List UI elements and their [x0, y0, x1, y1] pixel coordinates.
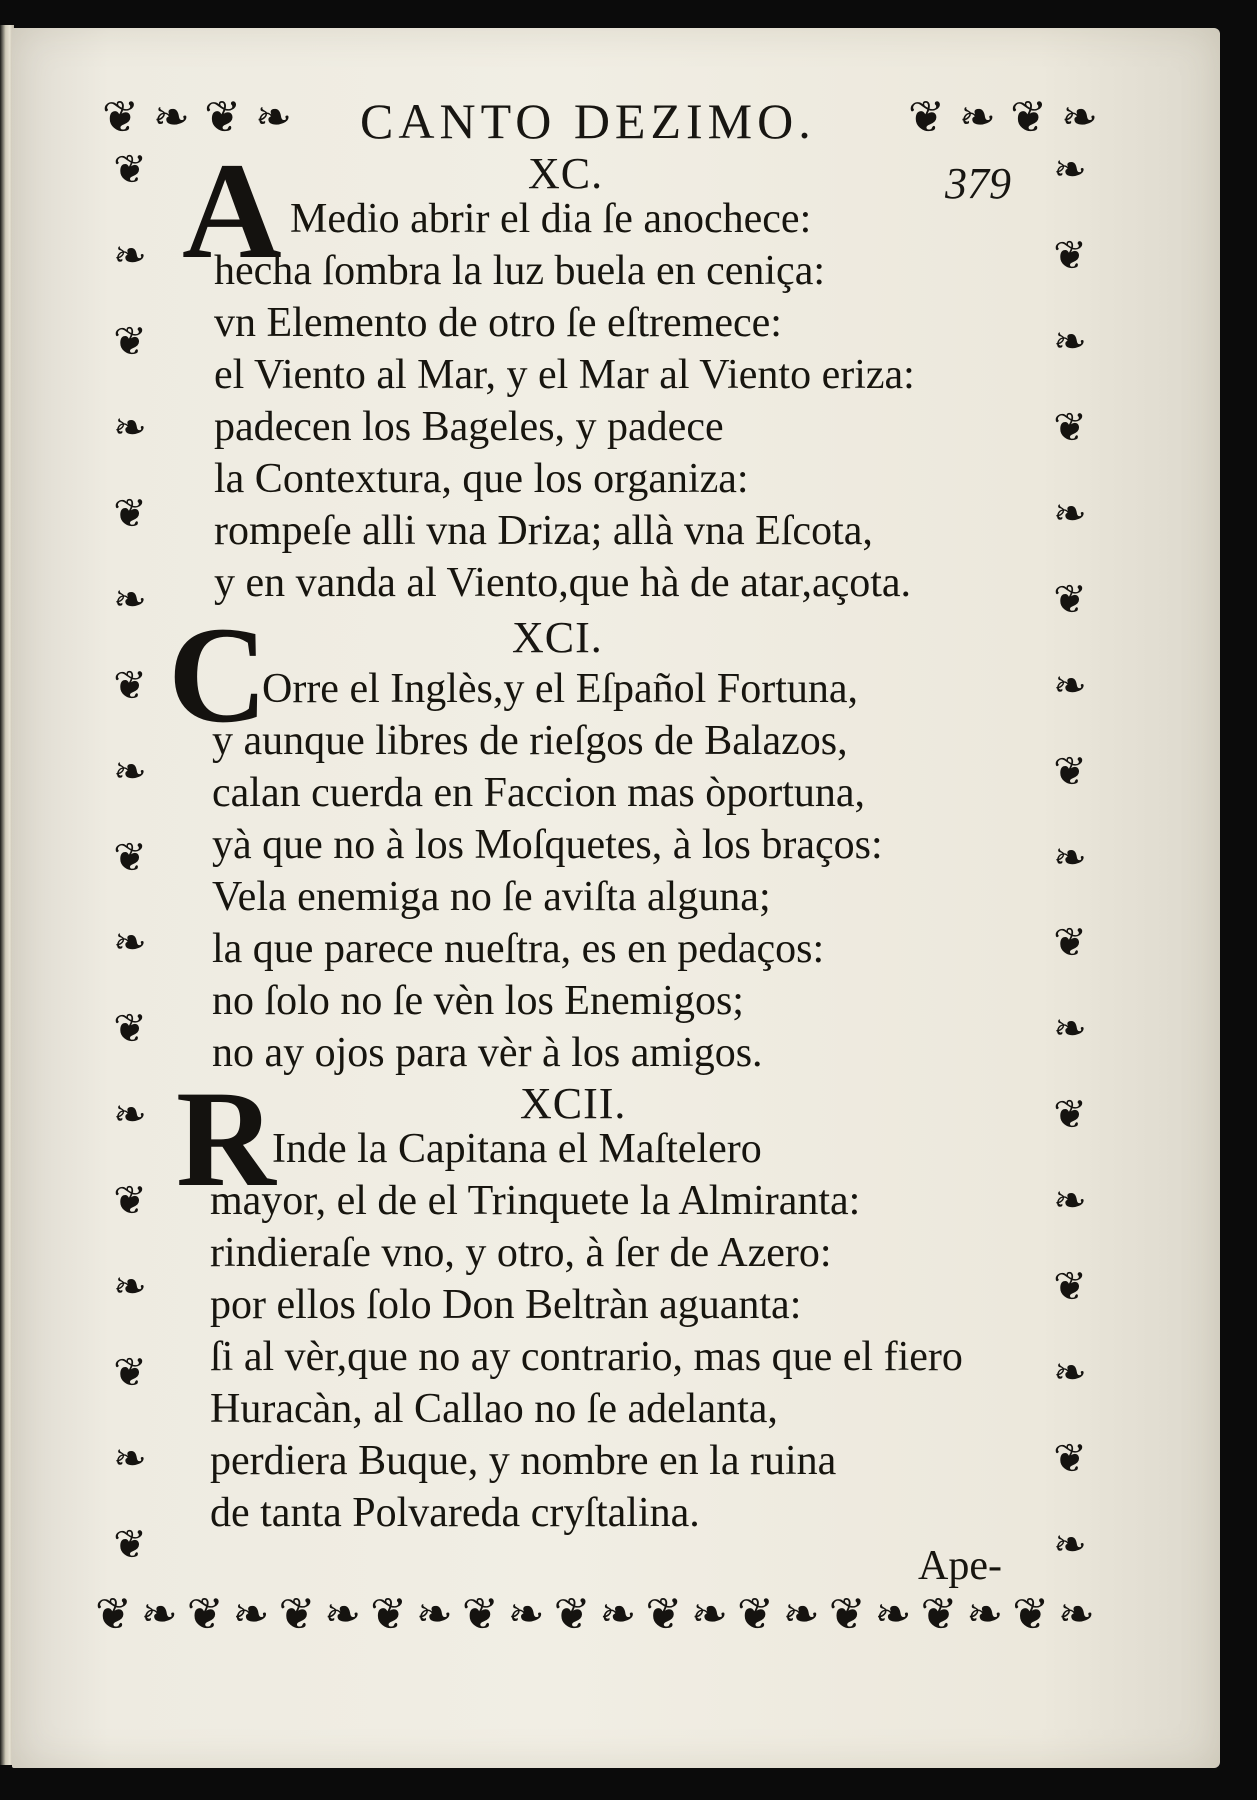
fleuron-icon: ❧: [782, 1589, 820, 1640]
fleuron-icon: ❦: [113, 1522, 147, 1568]
verse-line: Medio abrir el dia ſe anochece:: [290, 196, 812, 242]
verse-line: vn Elemento de otro ſe eſtremece:: [214, 300, 782, 346]
verse-line: no ſolo no ſe vèn los Enemigos;: [212, 978, 744, 1024]
fleuron-icon: ❧: [1053, 1522, 1087, 1568]
fleuron-icon: ❧: [113, 576, 147, 623]
fleuron-icon: ❦: [113, 318, 147, 365]
verse-line: rindieraſe vno, y otro, à ſer de Azero:: [210, 1230, 832, 1276]
fleuron-icon: ❦: [1053, 748, 1087, 795]
fleuron-icon: ❦: [908, 92, 945, 143]
verse-line: Huracàn, al Callao no ſe adelanta,: [210, 1386, 778, 1432]
fleuron-icon: ❦: [186, 1589, 224, 1640]
fleuron-icon: ❦: [204, 92, 241, 143]
fleuron-icon: ❧: [1061, 92, 1098, 143]
verse-line: mayor, el de el Trinquete la Almiranta:: [210, 1178, 861, 1224]
fleuron-icon: ❦: [1010, 92, 1047, 143]
fleuron-icon: ❧: [1053, 1350, 1087, 1397]
verse-line: ſi al vèr,que no ay contrario, mas que el fiero: [210, 1334, 963, 1380]
right-ornament-column: [1040, 147, 1100, 1568]
fleuron-icon: ❦: [95, 1589, 132, 1640]
verse-line: Inde la Capitana el Maſtelero: [272, 1126, 762, 1172]
fleuron-icon: ❧: [691, 1589, 729, 1640]
fleuron-icon: ❧: [416, 1589, 453, 1640]
fleuron-icon: ❧: [1053, 1006, 1087, 1053]
verse-line: y aunque libres de rieſgos de Balazos,: [212, 718, 848, 764]
fleuron-icon: ❦: [113, 1006, 147, 1053]
verse-line: yà que no à los Moſquetes, à los braços:: [212, 822, 883, 868]
fleuron-icon: ❦: [1053, 232, 1087, 279]
fleuron-icon: ❦: [1053, 1092, 1087, 1139]
verse-line: rompeſe alli vna Driza; allà vna Eſcota,: [214, 508, 873, 554]
drop-capital: A: [182, 134, 282, 287]
fleuron-icon: ❧: [113, 404, 147, 451]
fleuron-icon: ❦: [370, 1589, 408, 1640]
verse-line: perdiera Buque, y nombre en la ruina: [210, 1438, 837, 1484]
fleuron-icon: ❧: [140, 1589, 178, 1640]
fleuron-icon: ❧: [1058, 1589, 1095, 1640]
fleuron-icon: ❦: [1053, 404, 1087, 451]
page-number: 379: [945, 159, 1011, 208]
drop-capital: R: [176, 1062, 276, 1215]
verse-line: padecen los Bageles, y padece: [214, 404, 724, 450]
verse-line: hecha ſombra la luz buela en ceniça:: [214, 248, 826, 294]
verse-line: por ellos ſolo Don Beltràn aguanta:: [210, 1282, 802, 1328]
fleuron-icon: ❦: [1012, 1589, 1050, 1640]
fleuron-icon: ❧: [113, 748, 147, 795]
verse-line: el Viento al Mar, y el Mar al Viento eriza:: [214, 352, 915, 398]
fleuron-icon: ❧: [113, 920, 147, 967]
catchword: Ape-: [918, 1543, 1002, 1589]
fleuron-icon: ❦: [920, 1589, 958, 1640]
stanza-number: XCI.: [512, 613, 603, 662]
fleuron-icon: ❦: [828, 1589, 866, 1640]
fleuron-icon: ❧: [113, 232, 147, 279]
fleuron-icon: ❧: [599, 1589, 637, 1640]
fleuron-icon: ❧: [507, 1589, 545, 1640]
fleuron-icon: ❦: [102, 92, 139, 143]
fleuron-icon: ❦: [645, 1589, 683, 1640]
fleuron-icon: ❧: [113, 1264, 147, 1311]
fleuron-icon: ❦: [113, 662, 147, 709]
fleuron-icon: ❦: [553, 1589, 591, 1640]
fleuron-icon: ❧: [966, 1589, 1004, 1640]
fleuron-icon: ❧: [1053, 490, 1087, 537]
stanza-number: XCII.: [520, 1079, 627, 1128]
running-head: CANTO DEZIMO.: [360, 93, 816, 149]
fleuron-icon: ❦: [113, 1350, 147, 1397]
fleuron-icon: ❧: [1053, 662, 1087, 709]
fleuron-icon: ❦: [278, 1589, 316, 1640]
stanza-number: XC.: [528, 149, 604, 198]
fleuron-icon: ❧: [232, 1589, 270, 1640]
fleuron-icon: ❦: [1053, 1436, 1087, 1483]
left-ornament-column: [100, 147, 160, 1568]
fleuron-icon: ❧: [153, 92, 190, 143]
fleuron-icon: ❧: [1053, 318, 1087, 365]
fleuron-icon: ❦: [113, 834, 147, 881]
fleuron-icon: ❧: [959, 92, 996, 143]
fleuron-icon: ❦: [1053, 1264, 1087, 1311]
fleuron-icon: ❦: [113, 147, 147, 193]
fleuron-icon: ❧: [113, 1092, 147, 1139]
verse-line: de tanta Polvareda cryſtalina.: [210, 1490, 700, 1536]
fleuron-icon: ❧: [1053, 834, 1087, 881]
verse-line: Vela enemiga no ſe aviſta alguna;: [212, 874, 771, 920]
verse-line: la que parece nueſtra, es en pedaços:: [212, 926, 825, 972]
verse-line: no ay ojos para vèr à los amigos.: [212, 1030, 763, 1076]
fleuron-icon: ❧: [255, 92, 292, 143]
verse-line: la Contextura, que los organiza:: [214, 456, 749, 502]
drop-capital: C: [168, 598, 268, 751]
fleuron-icon: ❦: [737, 1589, 774, 1640]
top-ornament-right: [908, 88, 1098, 148]
fleuron-icon: ❧: [113, 1436, 147, 1483]
fleuron-icon: ❦: [113, 490, 147, 537]
fleuron-icon: ❧: [324, 1589, 362, 1640]
verse-line: calan cuerda en Faccion mas òportuna,: [212, 770, 866, 816]
verse-line: y en vanda al Viento,que hà de atar,açota.: [214, 560, 912, 606]
fleuron-icon: ❦: [1053, 576, 1087, 623]
fleuron-icon: ❦: [461, 1589, 499, 1640]
verse-line: Orre el Inglès,y el Eſpañol Fortuna,: [262, 666, 858, 712]
fleuron-icon: ❦: [1053, 920, 1087, 967]
bottom-ornament-row: [95, 1585, 1095, 1645]
fleuron-icon: ❧: [1053, 1178, 1087, 1225]
fleuron-icon: ❦: [113, 1178, 147, 1225]
fleuron-icon: ❧: [1053, 147, 1087, 193]
fleuron-icon: ❧: [874, 1589, 912, 1640]
